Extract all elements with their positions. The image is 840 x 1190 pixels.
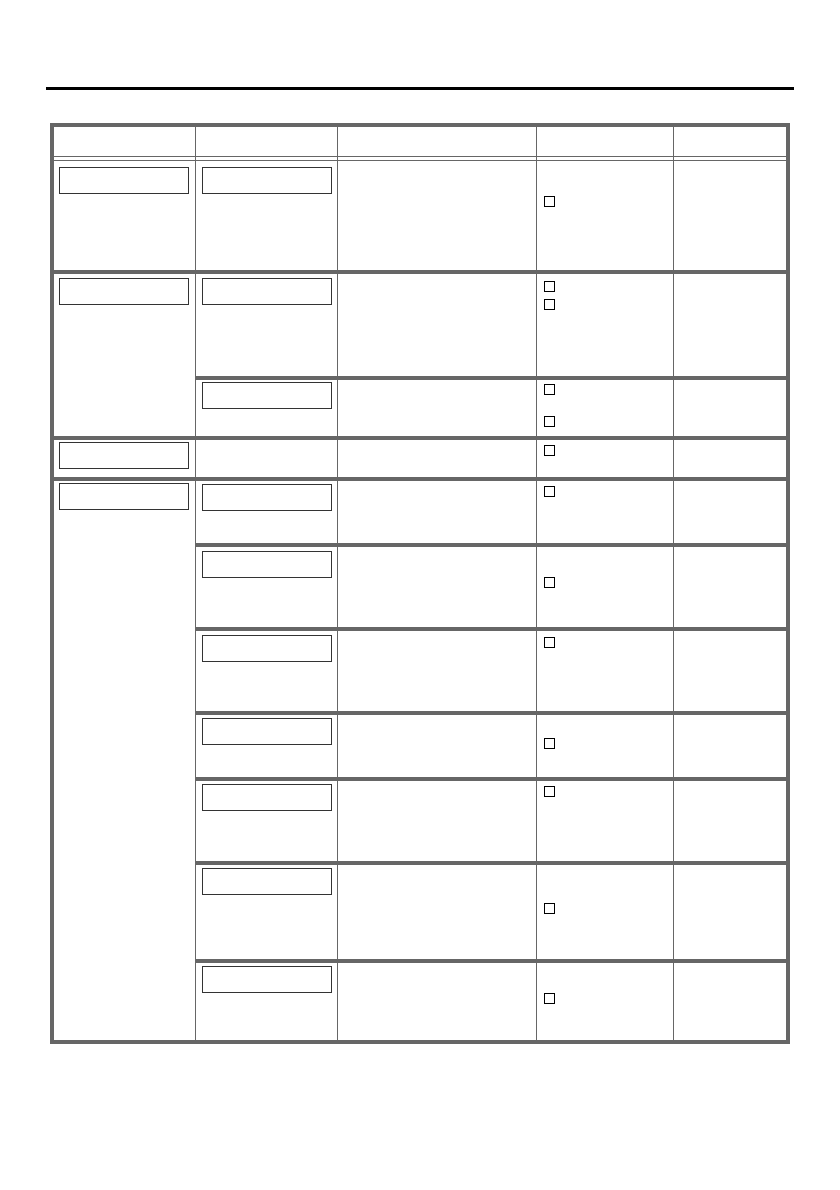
- header-col-1: [56, 131, 196, 157]
- row-divider: [196, 861, 786, 865]
- item-label-box: [202, 966, 332, 993]
- checkbox[interactable]: [544, 445, 555, 456]
- header-rule: [54, 156, 786, 157]
- row-divider: [196, 376, 786, 380]
- section-label-box: [59, 167, 189, 194]
- checkbox[interactable]: [544, 384, 555, 395]
- item-label-box: [202, 551, 332, 578]
- checkbox[interactable]: [544, 577, 555, 588]
- item-label-box: [202, 167, 332, 194]
- checkbox[interactable]: [544, 993, 555, 1004]
- checklist-table: [50, 123, 790, 1044]
- checkbox[interactable]: [544, 281, 555, 292]
- section-divider: [54, 436, 786, 440]
- section-label-box: [59, 483, 189, 510]
- checkbox[interactable]: [544, 903, 555, 914]
- item-label-box: [202, 718, 332, 745]
- checkbox[interactable]: [544, 299, 555, 310]
- checkbox[interactable]: [544, 486, 555, 497]
- row-divider: [196, 777, 786, 781]
- item-label-box: [202, 278, 332, 305]
- column-divider: [536, 127, 537, 1040]
- row-divider: [196, 959, 786, 963]
- header-col-2: [196, 131, 336, 157]
- column-divider: [337, 127, 338, 1040]
- item-label-box: [202, 382, 332, 409]
- table-grid: [54, 127, 786, 1040]
- row-divider: [196, 711, 786, 715]
- row-divider: [196, 543, 786, 547]
- header-col-5: [674, 131, 786, 157]
- column-divider: [673, 127, 674, 1040]
- section-label-box: [59, 278, 189, 305]
- item-label-box: [202, 868, 332, 895]
- item-label-box: [202, 484, 332, 511]
- header-col-4: [538, 131, 672, 157]
- section-divider: [54, 477, 786, 481]
- checkbox[interactable]: [544, 786, 555, 797]
- section-label-box: [59, 442, 189, 469]
- top-rule: [46, 87, 794, 90]
- checkbox[interactable]: [544, 196, 555, 207]
- item-label-box: [202, 784, 332, 811]
- checkbox[interactable]: [544, 738, 555, 749]
- header-col-3: [338, 131, 534, 157]
- checkbox[interactable]: [544, 637, 555, 648]
- item-label-box: [202, 635, 332, 662]
- header-rule: [54, 160, 786, 161]
- column-divider: [195, 127, 196, 1040]
- checkbox[interactable]: [544, 416, 555, 427]
- section-divider: [54, 270, 786, 274]
- row-divider: [196, 627, 786, 631]
